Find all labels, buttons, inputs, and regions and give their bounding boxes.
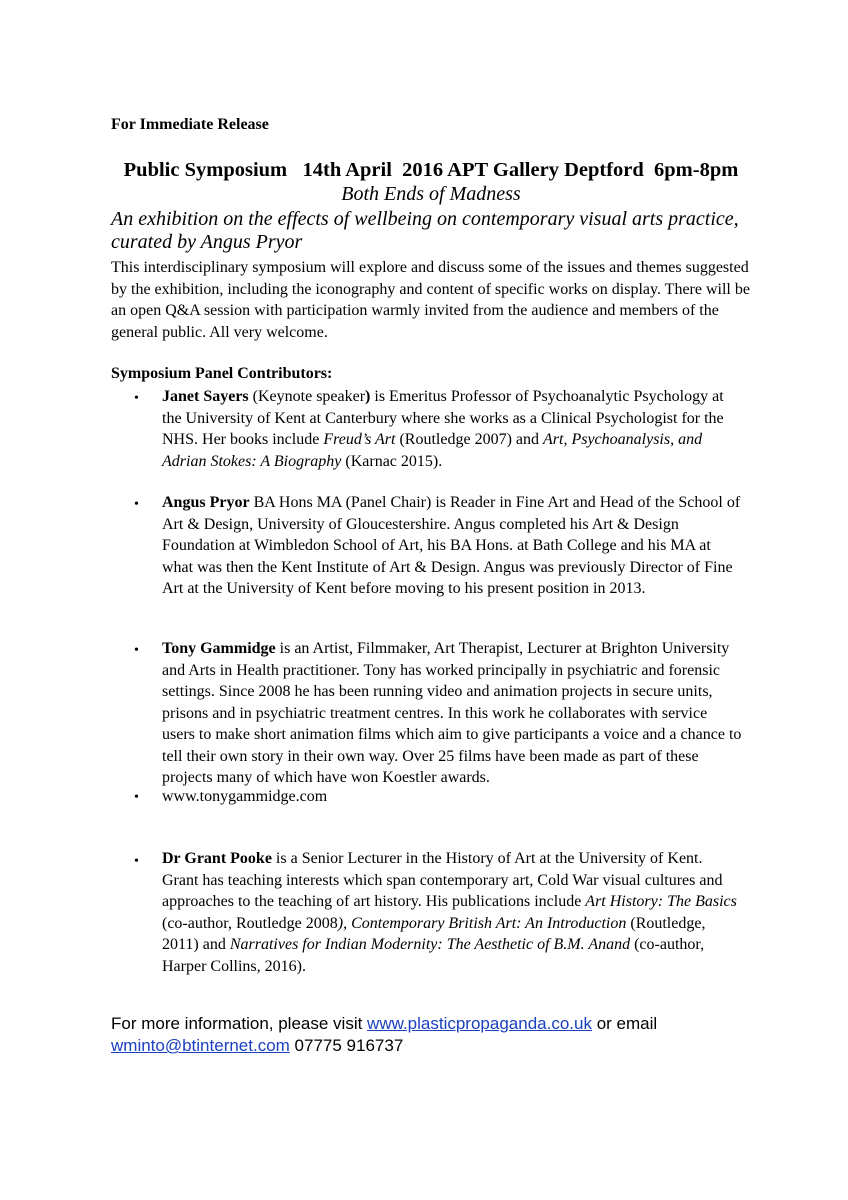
contributor-bio: (Routledge, 2011) and <box>162 914 706 953</box>
book-title: : The Basics <box>657 893 737 910</box>
book-title: Art, Psychoanalysis, and Adrian Stokes: A Biography <box>162 431 703 470</box>
bullet-icon: • <box>134 497 139 512</box>
phone-number: 07775 916737 <box>289 1036 404 1055</box>
footer-text: For more information, please visit <box>111 1014 368 1033</box>
bullet-icon: • <box>134 643 139 658</box>
contributor-bio: (co-author, Harper Collins, 2016). <box>162 936 705 975</box>
website-link[interactable]: www.plasticpropaganda.co.uk <box>367 1014 592 1033</box>
book-title: ), Contemporary British Art: An Introduction <box>337 914 627 932</box>
contributor-name: Janet Sayers <box>162 388 249 405</box>
contributor-bio: is Emeritus Professor of Psychoanalytic Psychology at the University of Kent at Canterbury where she works as a Clinical Psychologist for the NHS. Her books include <box>162 388 724 448</box>
contributor-role: (Keynote speaker <box>248 388 366 405</box>
contributor-bio: (co-author, Routledge 2008 <box>162 914 338 932</box>
contributor-entry <box>162 492 742 600</box>
exhibition-title: Both Ends of Madness <box>341 183 521 205</box>
paren-close: ) <box>365 388 371 405</box>
intro-paragraph: This interdisciplinary symposium will explore and discuss some of the issues and themes suggested by the exhibition, including the iconography and content of specific works on display. There will be an open Q&A session with participation warmly invited from the audience and members of the general public. All very welcome. <box>111 259 750 341</box>
contributor-bio: is an Artist, Filmmaker, Art Therapist, Lecturer at Brighton University and Arts in Health practitioner. Tony has worked principally in psychiatric and forensic settings. Since 2008 he has been running video and animation projects in secure units, prisons and in psychiatric treatment centres. In this work he collaborates with service users to make short animation films which aim to give participants a voice and a chance to tell their own story in their own way. Over 25 films have been made as part of these projects many of which have won Koestler awards. <box>162 640 742 786</box>
footer-text: or email <box>591 1014 658 1033</box>
panel-heading: Symposium Panel Contributors: <box>111 365 333 382</box>
book-title: Art History <box>585 893 658 910</box>
contributor-name: Dr Grant Pooke <box>162 850 272 867</box>
footer-contact <box>111 1013 751 1057</box>
bullet-icon: • <box>134 854 139 869</box>
contributor-entry <box>162 848 742 977</box>
contributor-name: Tony Gammidge <box>162 640 276 657</box>
contributor-entry <box>162 638 742 789</box>
contributor-bio: is a Senior Lecturer in the History of Art at the University of Kent. Grant has teaching interests which span contemporary art, Cold War visual cultures and approaches to the teaching of art history. His publications include <box>162 850 723 910</box>
email-link[interactable]: wminto@btinternet.com <box>111 1036 290 1055</box>
headline: Public Symposium 14th April 2016 APT Gallery Deptford 6pm-8pm <box>123 159 739 181</box>
bullet-icon: • <box>134 391 139 406</box>
contributor-entry <box>162 386 742 472</box>
contributor-bio: (Karnac 2015). <box>341 452 443 470</box>
book-title: Narratives for Indian Modernity: The Aesthetic of B.M. Anand <box>229 936 631 953</box>
contributor-name: Angus Pryor <box>162 494 250 511</box>
exhibition-subtitle: An exhibition on the effects of wellbeing on contemporary visual arts practice, curated by Angus Pryor <box>111 208 739 253</box>
contributor-bio: (Routledge 2007) and <box>395 431 543 448</box>
contributor-bio: BA Hons MA (Panel Chair) is Reader in Fine Art and Head of the School of Art & Design, University of Gloucestershire. Angus completed his Art & Design Foundation at Wimbledon School of Art, his BA Hons. at Bath College and his MA at what was then the Kent Institute of Art & Design. Angus was previously Director of Fine Art at the University of Kent before moving to his present position in 2013. <box>162 494 741 597</box>
release-label: For Immediate Release <box>111 116 269 133</box>
bullet-icon: • <box>134 790 139 805</box>
book-title: Freud’s Art <box>323 431 396 448</box>
contributor-website[interactable]: www.tonygammidge.com <box>162 788 328 805</box>
